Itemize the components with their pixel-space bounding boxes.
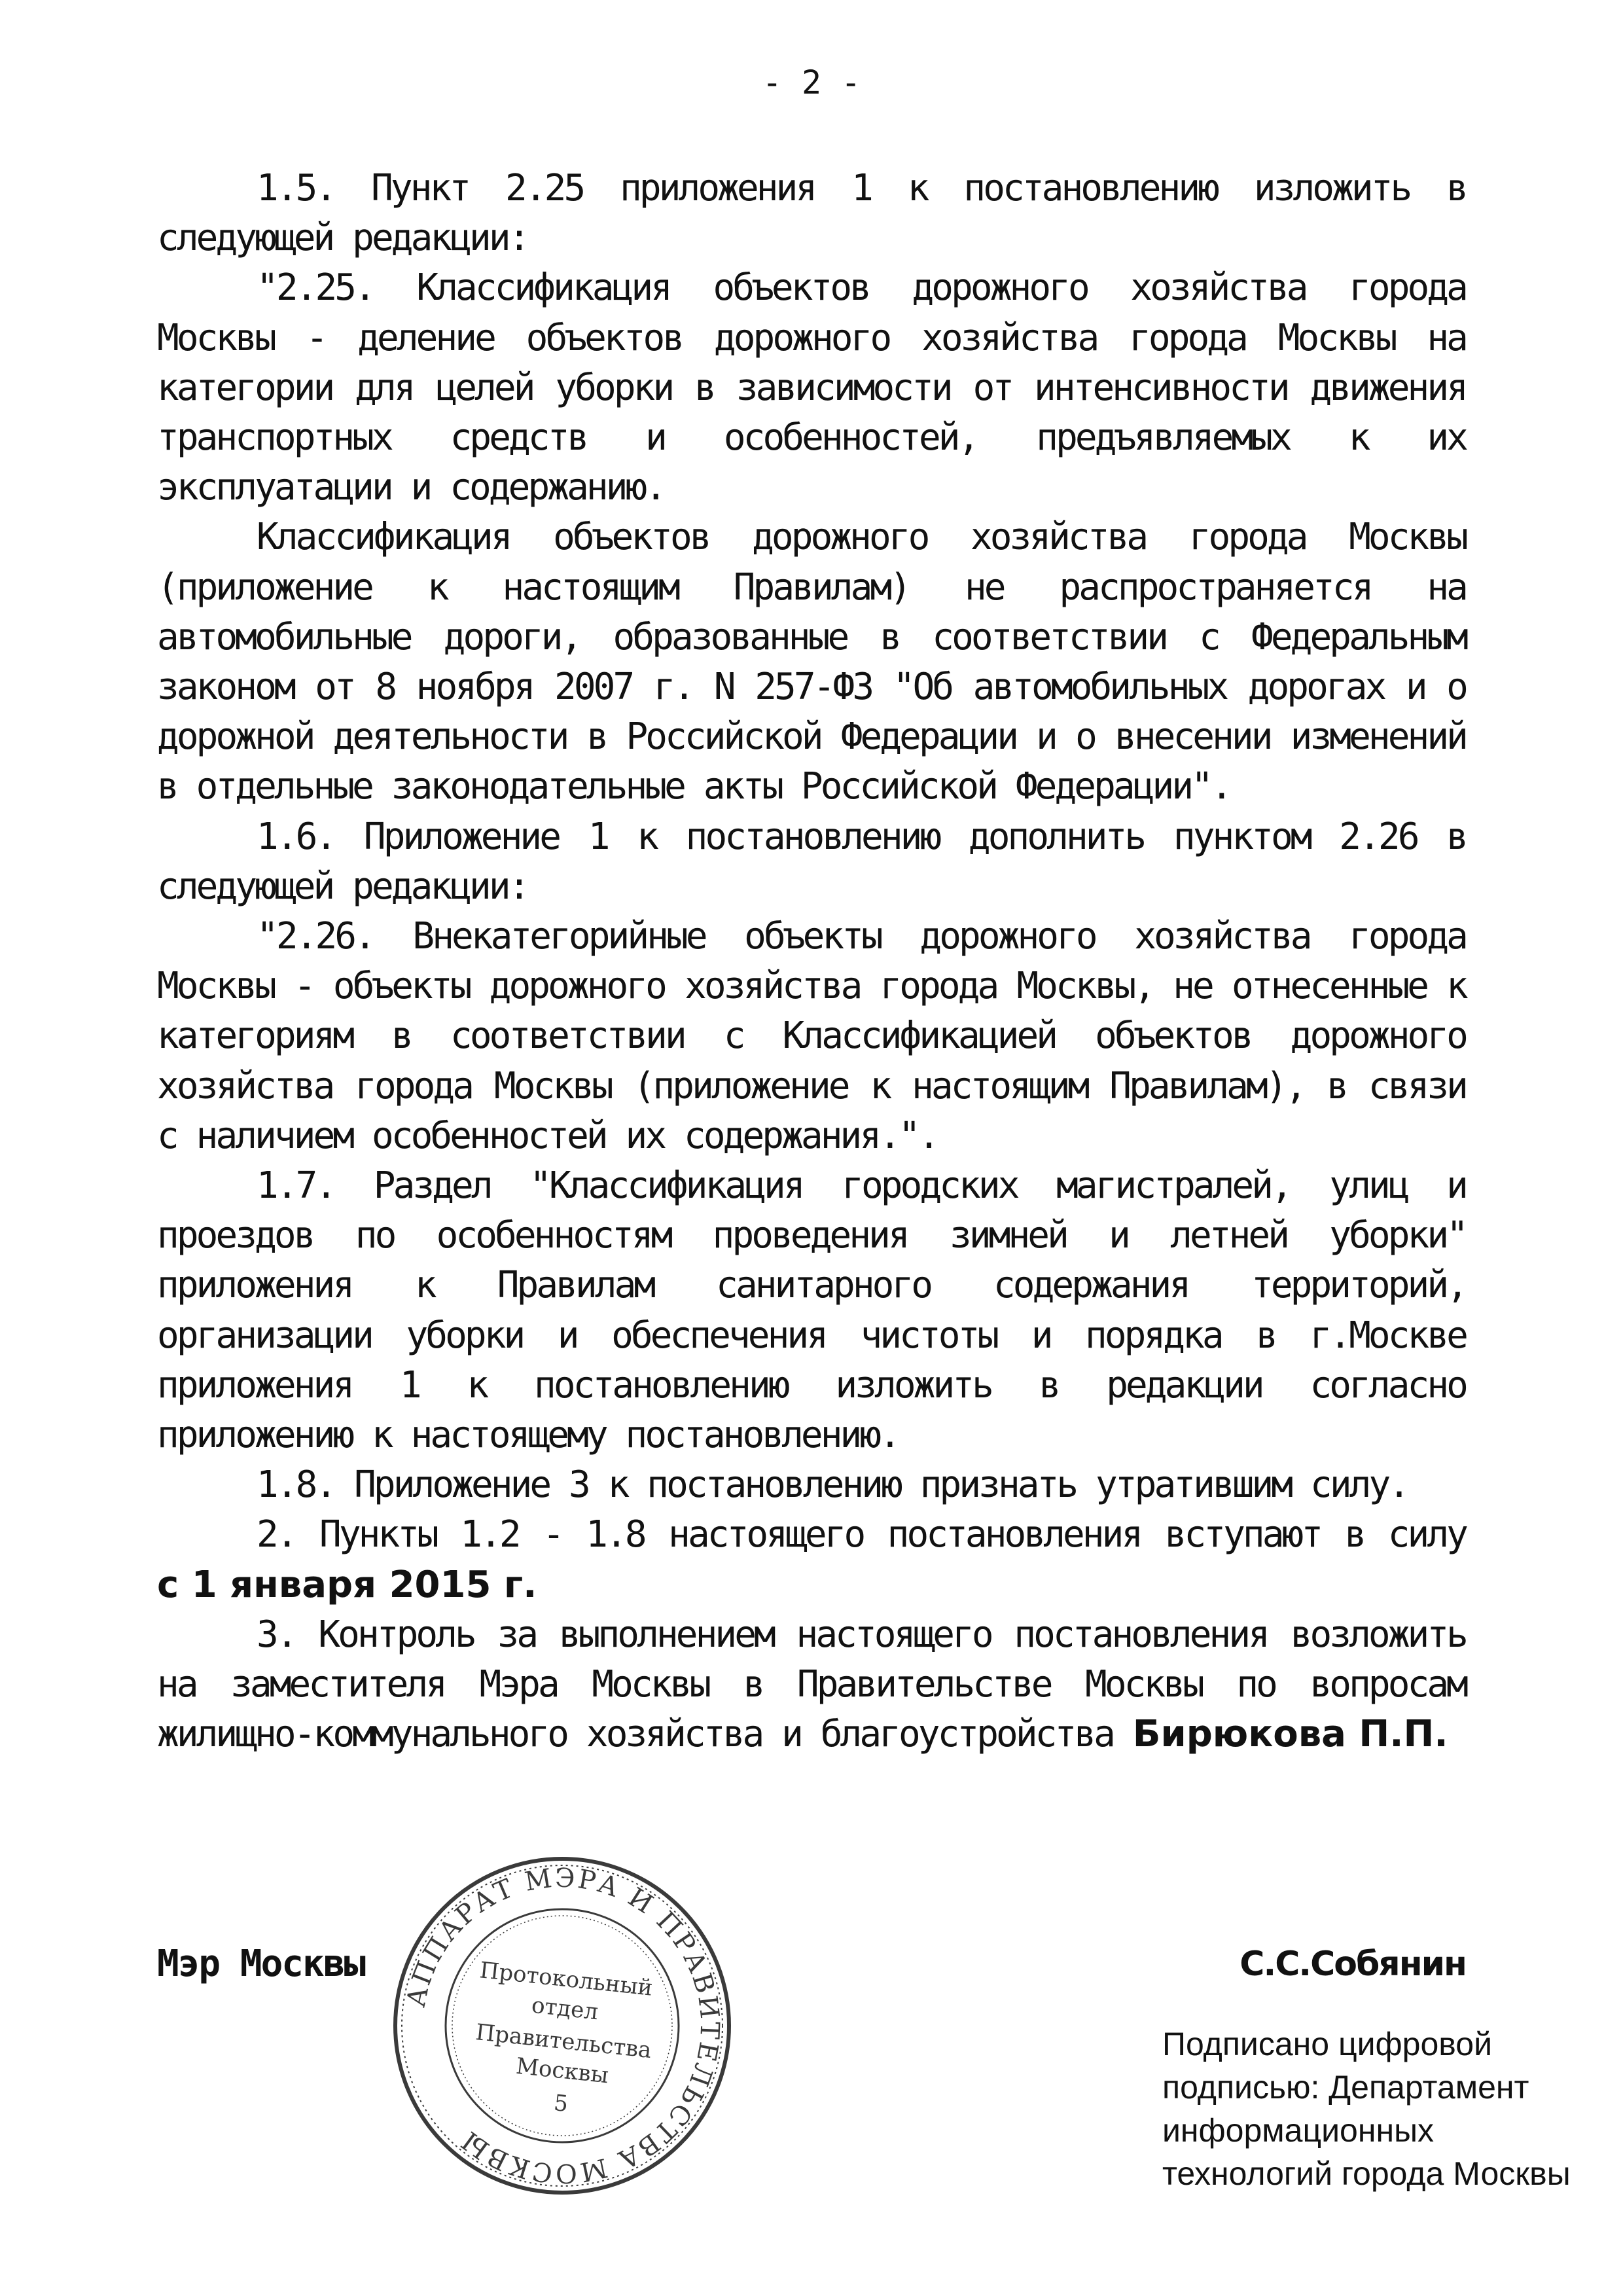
paragraph-2-26-quote: "2.26. Внекатегорийные объекты дорожного хозяйства города Москвы - объекты дорожного хозяйства города Москвы, не отнесенные к категориям в соответствии с Классификацией объектов дорожного хозяйства города Москвы (приложение к настоящим Правилам), в связи с наличием особенностей их содержания.".	[157, 915, 1466, 1157]
paragraph-1-6: 1.6. Приложение 1 к постановлению дополнить пунктом 2.26 в следующей редакции:	[157, 815, 1466, 908]
svg-text:АППАРАТ МЭРА И ПРАВИТЕЛЬСТВА М	[401, 1863, 725, 2189]
official-stamp	[389, 1852, 736, 2199]
stamp-line-5: 5	[552, 2090, 570, 2118]
effective-date: с 1 января 2015 г.	[157, 1563, 537, 1606]
stamp-line-4: Москвы	[514, 2053, 610, 2089]
paragraph-1-5: 1.5. Пункт 2.25 приложения 1 к постановлению изложить в следующей редакции:	[157, 167, 1466, 260]
stamp-line-1: Протокольный	[478, 1957, 654, 2001]
paragraph-classification-scope: Классификация объектов дорожного хозяйства города Москвы (приложение к настоящим Правилам) не распространяется на автомобильные дороги, образованные в соответствии с Федеральным законом от 8 ноября 2007 г. N 257-ФЗ "Об автомобильных дорогах и о дорожной деятельности в Российской Федерации и о внесении изменений в отдельные законодательные акты Российской Федерации".	[157, 516, 1466, 808]
document-body	[157, 164, 1466, 1760]
signatory-name: С.С.Собянин	[1240, 1945, 1466, 1984]
paragraph-2	[157, 1510, 1466, 1609]
stamp-line-3: Правительства	[474, 2019, 653, 2064]
paragraph-1-8: 1.8. Приложение 3 к постановлению признать утратившим силу.	[257, 1463, 1408, 1507]
stamp-outer-text: АППАРАТ МЭРА И ПРАВИТЕЛЬСТВА МОСКВЫ	[401, 1863, 725, 2189]
responsible-person: Бирюкова П.П.	[1132, 1713, 1448, 1756]
paragraph-1-7: 1.7. Раздел "Классификация городских магистралей, улиц и проездов по особенностям проведения зимней и летней уборки" приложения к Правилам санитарного содержания территорий, организации уборки и обеспечения чистоты и порядка в г.Москве приложения 1 к постановлению изложить в редакции согласно приложению к настоящему постановлению.	[157, 1164, 1466, 1457]
page-number: - 2 -	[762, 63, 861, 101]
paragraph-2-25-quote: "2.25. Классификация объектов дорожного хозяйства города Москвы - деление объектов дорожного хозяйства города Москвы на категории для целей уборки в зависимости от интенсивности движения транспортных средств и особенностей, предъявляемых к их эксплуатации и содержанию.	[157, 266, 1466, 509]
paragraph-3-text: 3. Контроль за выполнением настоящего постановления возложить на заместителя Мэра Москвы в Правительстве Москвы по вопросам жилищно-коммунального хозяйства и благоустройства	[157, 1613, 1466, 1756]
signatory-position: Мэр Москвы	[157, 1943, 365, 1985]
stamp-line-2: отдел	[530, 1992, 599, 2026]
paragraph-2-text: 2. Пункты 1.2 - 1.8 настоящего постановления вступают в силу	[257, 1513, 1466, 1556]
paragraph-3	[157, 1610, 1466, 1760]
digital-signature-note: Подписано цифровой подписью: Департамент информационных технологий города Москвы	[1162, 2026, 1571, 2192]
